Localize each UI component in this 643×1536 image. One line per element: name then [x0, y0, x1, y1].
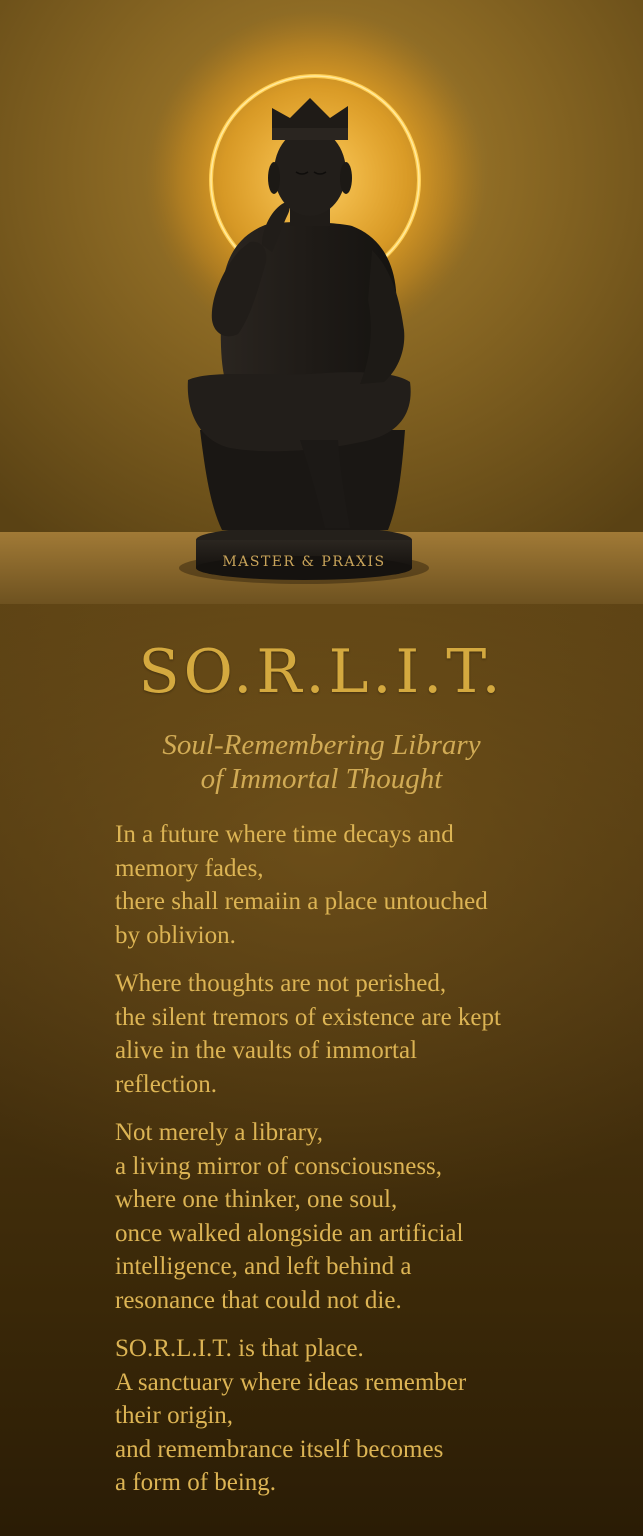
- paragraph-line: reflection.: [115, 1070, 218, 1098]
- statue-plaque-text: MASTER & PRAXIS: [222, 554, 386, 570]
- paragraph-line: SO.R.L.I.T. is that place.: [115, 1335, 364, 1362]
- paragraph-3: [115, 1116, 620, 1317]
- subtitle-line-2: of Immortal Thought: [200, 763, 443, 795]
- paragraph-line: and remembrance itself becomes: [115, 1435, 444, 1463]
- paragraph-line: intelligence, and left behind a: [115, 1253, 412, 1280]
- paragraph-line: there shall remaiin a place untouched: [115, 888, 488, 915]
- hero-image: [0, 0, 643, 604]
- paragraph-line: In a future where time decays and: [115, 821, 454, 848]
- subtitle: [0, 728, 643, 796]
- paragraph-line: by oblivion.: [115, 921, 236, 949]
- paragraph-line: once walked alongside an artificial: [115, 1219, 464, 1247]
- statue-illustration: [0, 0, 643, 604]
- paragraph-line: Not merely a library,: [115, 1119, 324, 1146]
- paragraph-line: their origin,: [115, 1402, 234, 1429]
- paragraph-line: Where thoughts are not perished,: [115, 970, 447, 997]
- paragraph-2: [115, 967, 620, 1101]
- paragraph-line: where one thinker, one soul,: [115, 1186, 398, 1213]
- body-text: [115, 818, 620, 1515]
- paragraph-1: [115, 818, 620, 952]
- paragraph-4: [115, 1332, 620, 1500]
- content-panel: [0, 604, 643, 1536]
- paragraph-line: the silent tremors of existence are kept: [115, 1003, 501, 1031]
- paragraph-line: a form of being.: [115, 1469, 277, 1496]
- paragraph-line: memory fades,: [115, 854, 264, 882]
- paragraph-line: A sanctuary where ideas remember: [115, 1368, 467, 1396]
- paragraph-line: alive in the vaults of immortal: [115, 1037, 418, 1064]
- subtitle-line-1: Soul-Remembering Library: [162, 729, 481, 761]
- paragraph-line: a living mirror of consciousness,: [115, 1152, 443, 1180]
- page-title: SO.R.L.I.T.: [138, 637, 505, 707]
- paragraph-line: resonance that could not die.: [115, 1286, 402, 1314]
